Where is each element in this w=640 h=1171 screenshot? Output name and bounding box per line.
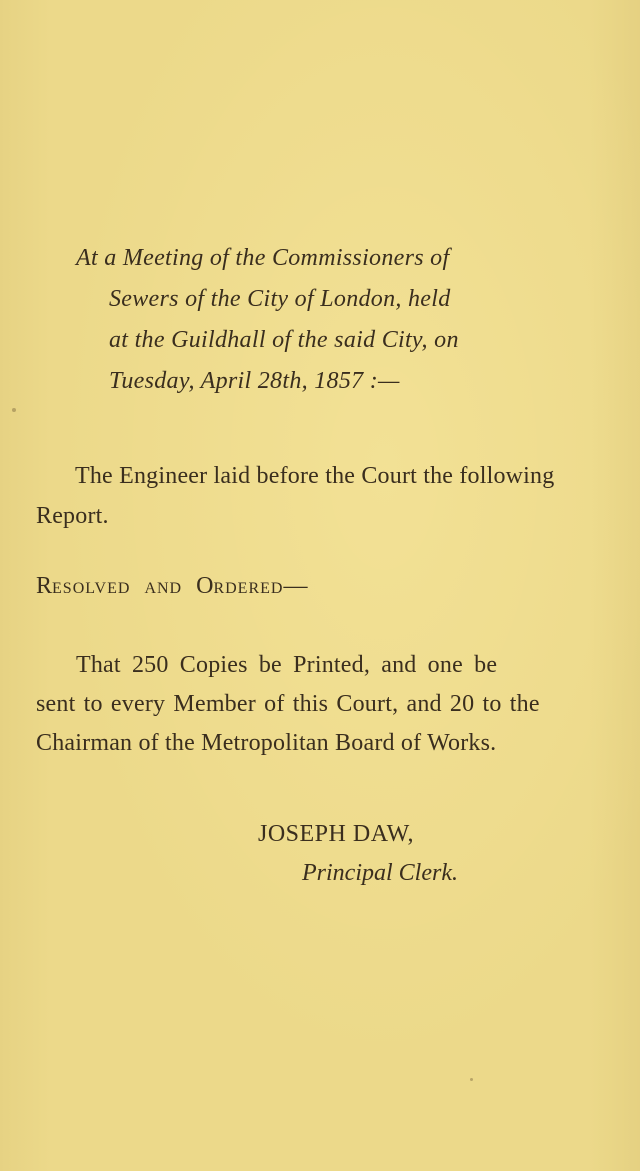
paper-speck xyxy=(12,408,16,412)
signature-title: Principal Clerk. xyxy=(302,860,458,886)
report-intro-line-1: The Engineer laid before the Court the following xyxy=(75,463,555,489)
resolution-heading xyxy=(36,571,307,604)
resolved-rest: ESOLVED xyxy=(52,580,131,597)
order-line-1: That 250 Copies be Printed, and one be xyxy=(76,652,498,678)
and-word: AND xyxy=(144,580,183,597)
ordered-initial: O xyxy=(196,573,214,599)
report-intro-line-2: Report. xyxy=(36,503,109,529)
order-line-2: sent to every Member of this Court, and 20 to the xyxy=(36,691,540,717)
meeting-heading-line-2: Sewers of the City of London, held xyxy=(109,286,451,312)
meeting-heading-line-1: At a Meeting of the Commissioners of xyxy=(76,245,450,271)
meeting-heading-line-4: Tuesday, April 28th, 1857 :— xyxy=(109,368,400,394)
paper-speck xyxy=(470,1078,473,1081)
signature-name: JOSEPH DAW, xyxy=(258,821,415,847)
ordered-rest: RDERED xyxy=(213,580,284,597)
order-line-3: Chairman of the Metropolitan Board of Works. xyxy=(36,730,497,756)
resolution-dash: — xyxy=(283,573,308,599)
meeting-heading-line-3: at the Guildhall of the said City, on xyxy=(109,327,459,353)
resolved-initial: R xyxy=(36,573,53,599)
